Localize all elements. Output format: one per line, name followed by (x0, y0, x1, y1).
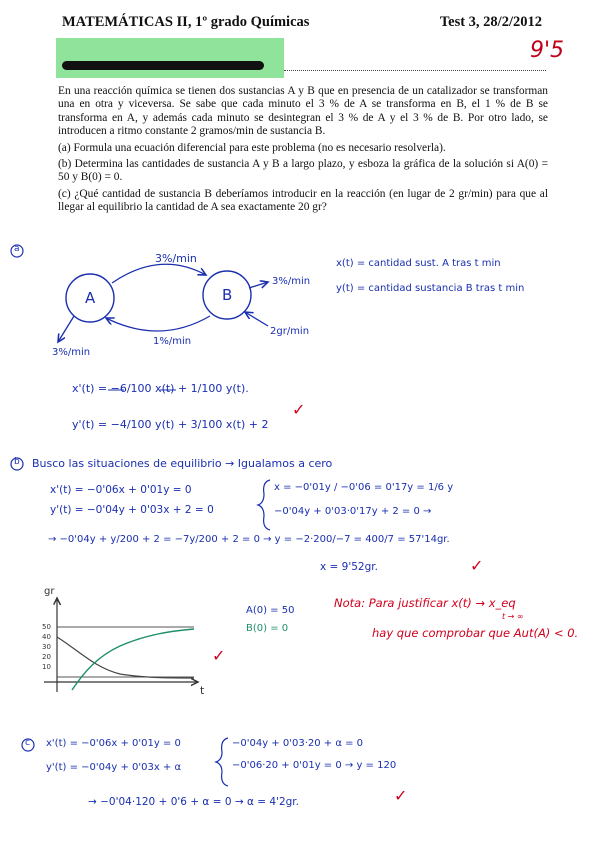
statement-part-b: (b) Determina las cantidades de sustancia A y B a largo plazo, y esboza la gráfica de la solución si A(0) = 50 y B(0) = 0. (58, 158, 548, 184)
flow-a-to-b-label: 3%/min (155, 252, 197, 265)
grade-mark: 9'5 (530, 38, 565, 63)
part-b-solve-x: x = −0'01y / −0'06 = 0'17y = 1/6 y (274, 482, 454, 493)
flow-a-out-label: 3%/min (52, 347, 91, 358)
graph-tick-5: 10 (42, 663, 51, 671)
statement-part-a: (a) Formula una ecuación diferencial para este problema (no es necesario resolverla). (58, 141, 446, 154)
legend-a: A(0) = 50 (246, 605, 295, 616)
part-b-eq2: y'(t) = −0'04y + 0'03x + 2 = 0 (50, 504, 214, 516)
part-c-eq1: x'(t) = −0'06x + 0'01y = 0 (46, 738, 181, 749)
arrow-b-in (245, 312, 268, 326)
check-c: ✓ (394, 786, 408, 805)
graph-x-label: t (200, 684, 205, 697)
arrow-a-to-b (112, 264, 206, 283)
marker-b: b (14, 457, 20, 467)
node-b-label: B (222, 286, 233, 304)
brace-c (216, 738, 228, 786)
graph-tick-2: 40 (42, 633, 51, 641)
def-x: x(t) = cantidad sust. A tras t min (336, 258, 501, 269)
part-b-subst: −0'04y + 0'03·0'17y + 2 = 0 → (274, 506, 432, 517)
arrow-b-out (249, 282, 268, 288)
part-c-sys1: −0'04y + 0'03·20 + α = 0 (232, 738, 364, 749)
marker-c: c (25, 738, 30, 748)
brace-b (258, 480, 270, 530)
grader-note-2: hay que comprobar que Aut(A) < 0. (372, 626, 579, 640)
node-a-label: A (85, 289, 96, 307)
arrow-a-out (58, 316, 74, 342)
legend-b: B(0) = 0 (246, 623, 289, 634)
check-b: ✓ (470, 556, 484, 575)
statement-part-c: (c) ¿Qué cantidad de sustancia B deberíamos introducir en la reacción (en lugar de 2 gr/min) para que al llegar al equilibrio la cantidad de A sea exactamente 20 gr? (58, 187, 548, 214)
course-title: MATEMÁTICAS II, 1º grado Químicas (62, 14, 310, 30)
part-b-x-result: x = 9'52gr. (320, 561, 378, 573)
flow-b-to-a-label: 1%/min (153, 336, 192, 347)
flow-b-out-label: 3%/min (272, 276, 311, 287)
part-c-final: → −0'04·120 + 0'6 + α = 0 → α = 4'2gr. (88, 796, 299, 808)
def-y: y(t) = cantidad sustancia B tras t min (336, 283, 525, 294)
part-c-eq2: y'(t) = −0'04y + 0'03x + α (46, 762, 182, 773)
arrow-b-to-a (106, 316, 210, 331)
flow-b-in-label: 2gr/min (270, 326, 310, 337)
check-graph: ✓ (212, 646, 226, 665)
eq-y-prime: y'(t) = −4/100 y(t) + 3/100 x(t) + 2 (72, 418, 269, 431)
part-b-intro: Busco las situaciones de equilibrio → Igualamos a cero (32, 457, 333, 470)
part-b-line3: → −0'04y + y/200 + 2 = −7y/200 + 2 = 0 → y = −2·200/−7 = 400/7 = 57'14gr. (48, 534, 450, 545)
grader-note: Nota: Para justificar x(t) → x_eq (334, 596, 516, 610)
eq-x-prime: x'(t) = −6/100 x(t) + 1/100 y(t). (72, 382, 249, 395)
test-date: Test 3, 28/2/2012 (439, 14, 542, 30)
sketch-graph (44, 598, 198, 692)
marker-a: a (14, 244, 20, 254)
graph-tick-1: 50 (42, 623, 51, 631)
part-c-sys2: −0'06·20 + 0'01y = 0 → y = 120 (232, 760, 397, 771)
graph-tick-3: 30 (42, 643, 51, 651)
part-b-eq1: x'(t) = −0'06x + 0'01y = 0 (50, 484, 192, 496)
graph-tick-4: 20 (42, 653, 51, 661)
grader-note-limit: t → ∞ (502, 612, 524, 621)
graph-curve-b (72, 629, 194, 690)
graph-y-label: gr (44, 586, 55, 597)
statement-intro: En una reacción química se tienen dos sustancias A y B que en presencia de un catalizador se transforman una en otra y viceversa. Se sabe que cada minuto el 3 % de A se transforma en B, el 1 % de B se transforma en A, y además cada minuto se desintegran el 3 % de A y el 3 % de B. Por otro lado, se introducen a ritmo constante 2 gramos/min de sustancia B. (58, 85, 548, 138)
check-a: ✓ (292, 400, 306, 419)
